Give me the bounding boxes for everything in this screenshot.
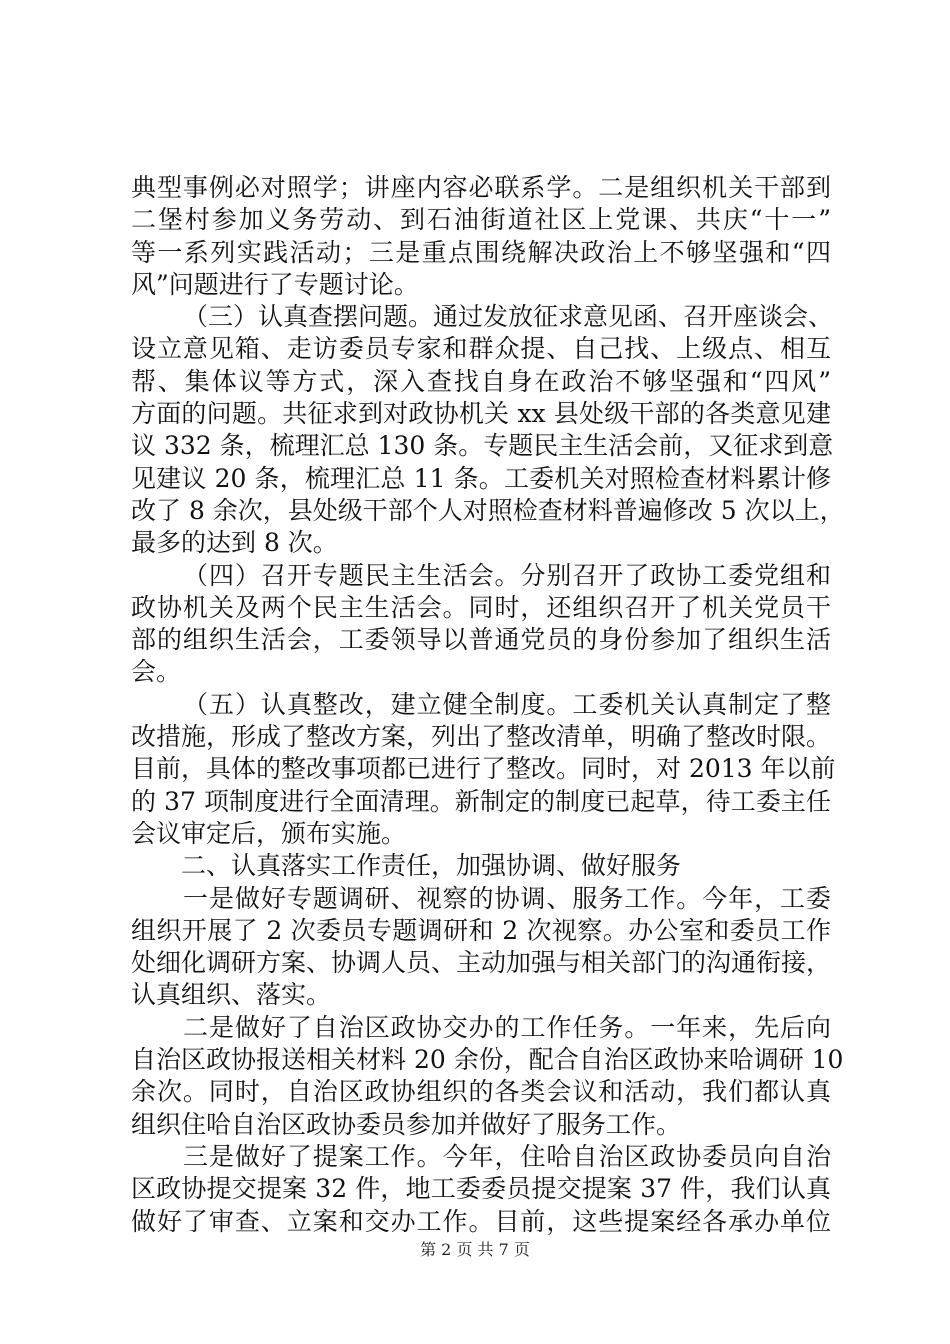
text-line: 二堡村参加义务劳动、到石油街道社区上党课、共庆“十一” [131,205,831,235]
text-line: 二、认真落实工作责任，加强协调、做好服务 [181,851,682,881]
text-line: （五）认真整改，建立健全制度。工委机关认真制定了整 [183,689,831,719]
text-line: 帮、集体议等方式，深入查找自身在政治不够坚强和“四风” [131,366,831,396]
text-line: 处细化调研方案、协调人员、主动加强与相关部门的沟通衔接， [131,948,832,978]
text-line: 设立意见箱、走访委员专家和群众提、自己找、上级点、相互 [131,334,831,364]
text-line: 二是做好了自治区政协交办的工作任务。一年来，先后向 [183,1012,831,1042]
text-line: 会议审定后，颁布实施。 [131,818,407,848]
text-line: 会。 [131,657,182,687]
text-line: 等一系列实践活动；三是重点围绕解决政治上不够坚强和“四 [131,237,831,267]
text-line: 最多的达到 8 次。 [131,528,338,558]
text-line: 一是做好专题调研、视察的协调、服务工作。今年，工委 [183,883,831,913]
text-line: 目前，具体的整改事项都已进行了整改。同时，对 2013 年以前 [131,754,836,784]
text-line: 的 37 项制度进行全面清理。新制定的制度已起草，待工委主任 [131,786,831,816]
text-line: 自治区政协报送相关材料 20 余份，配合自治区政协来哈调研 10 [131,1045,844,1075]
text-line: 改措施，形成了整改方案，列出了整改清单，明确了整改时限。 [131,722,832,752]
text-line: 组织住哈自治区政协委员参加并做好了服务工作。 [131,1109,682,1139]
page-footer: 第 2 页 共 7 页 [420,1240,530,1259]
text-line: 方面的问题。共征求到对政协机关 xx 县处级干部的各类意见建 [131,399,831,429]
text-line: 余次。同时，自治区政协组织的各类会议和活动，我们都认真 [131,1077,831,1107]
text-line: 风”问题进行了专题讨论。 [131,269,419,299]
text-line: 做好了审查、立案和交办工作。目前，这些提案经各承办单位 [131,1206,831,1236]
text-line: 认真组织、落实。 [131,980,332,1010]
text-line: 区政协提交提案 32 件，地工委委员提交提案 37 件，我们认真 [131,1174,831,1204]
document-body [131,172,845,1238]
text-line: 部的组织生活会，工委领导以普通党员的身份参加了组织生活 [131,625,831,655]
text-line: 见建议 20 条，梳理汇总 11 条。工委机关对照检查材料累计修 [131,463,831,493]
text-line: （四）召开专题民主生活会。分别召开了政协工委党组和 [183,560,831,590]
text-line: （三）认真查摆问题。通过发放征求意见函、召开座谈会、 [183,302,834,332]
text-line: 组织开展了 2 次委员专题调研和 2 次视察。办公室和委员工作 [131,915,831,945]
text-line: 三是做好了提案工作。今年，住哈自治区政协委员向自治 [183,1141,831,1171]
text-line: 典型事例必对照学；讲座内容必联系学。二是组织机关干部到 [131,173,831,202]
text-line: 议 332 条，梳理汇总 130 条。专题民主生活会前，又征求到意 [131,431,834,461]
text-line: 政协机关及两个民主生活会。同时，还组织召开了机关党员干 [131,592,831,622]
text-line: 改了 8 余次，县处级干部个人对照检查材料普遍修改 5 次以上， [131,495,845,525]
